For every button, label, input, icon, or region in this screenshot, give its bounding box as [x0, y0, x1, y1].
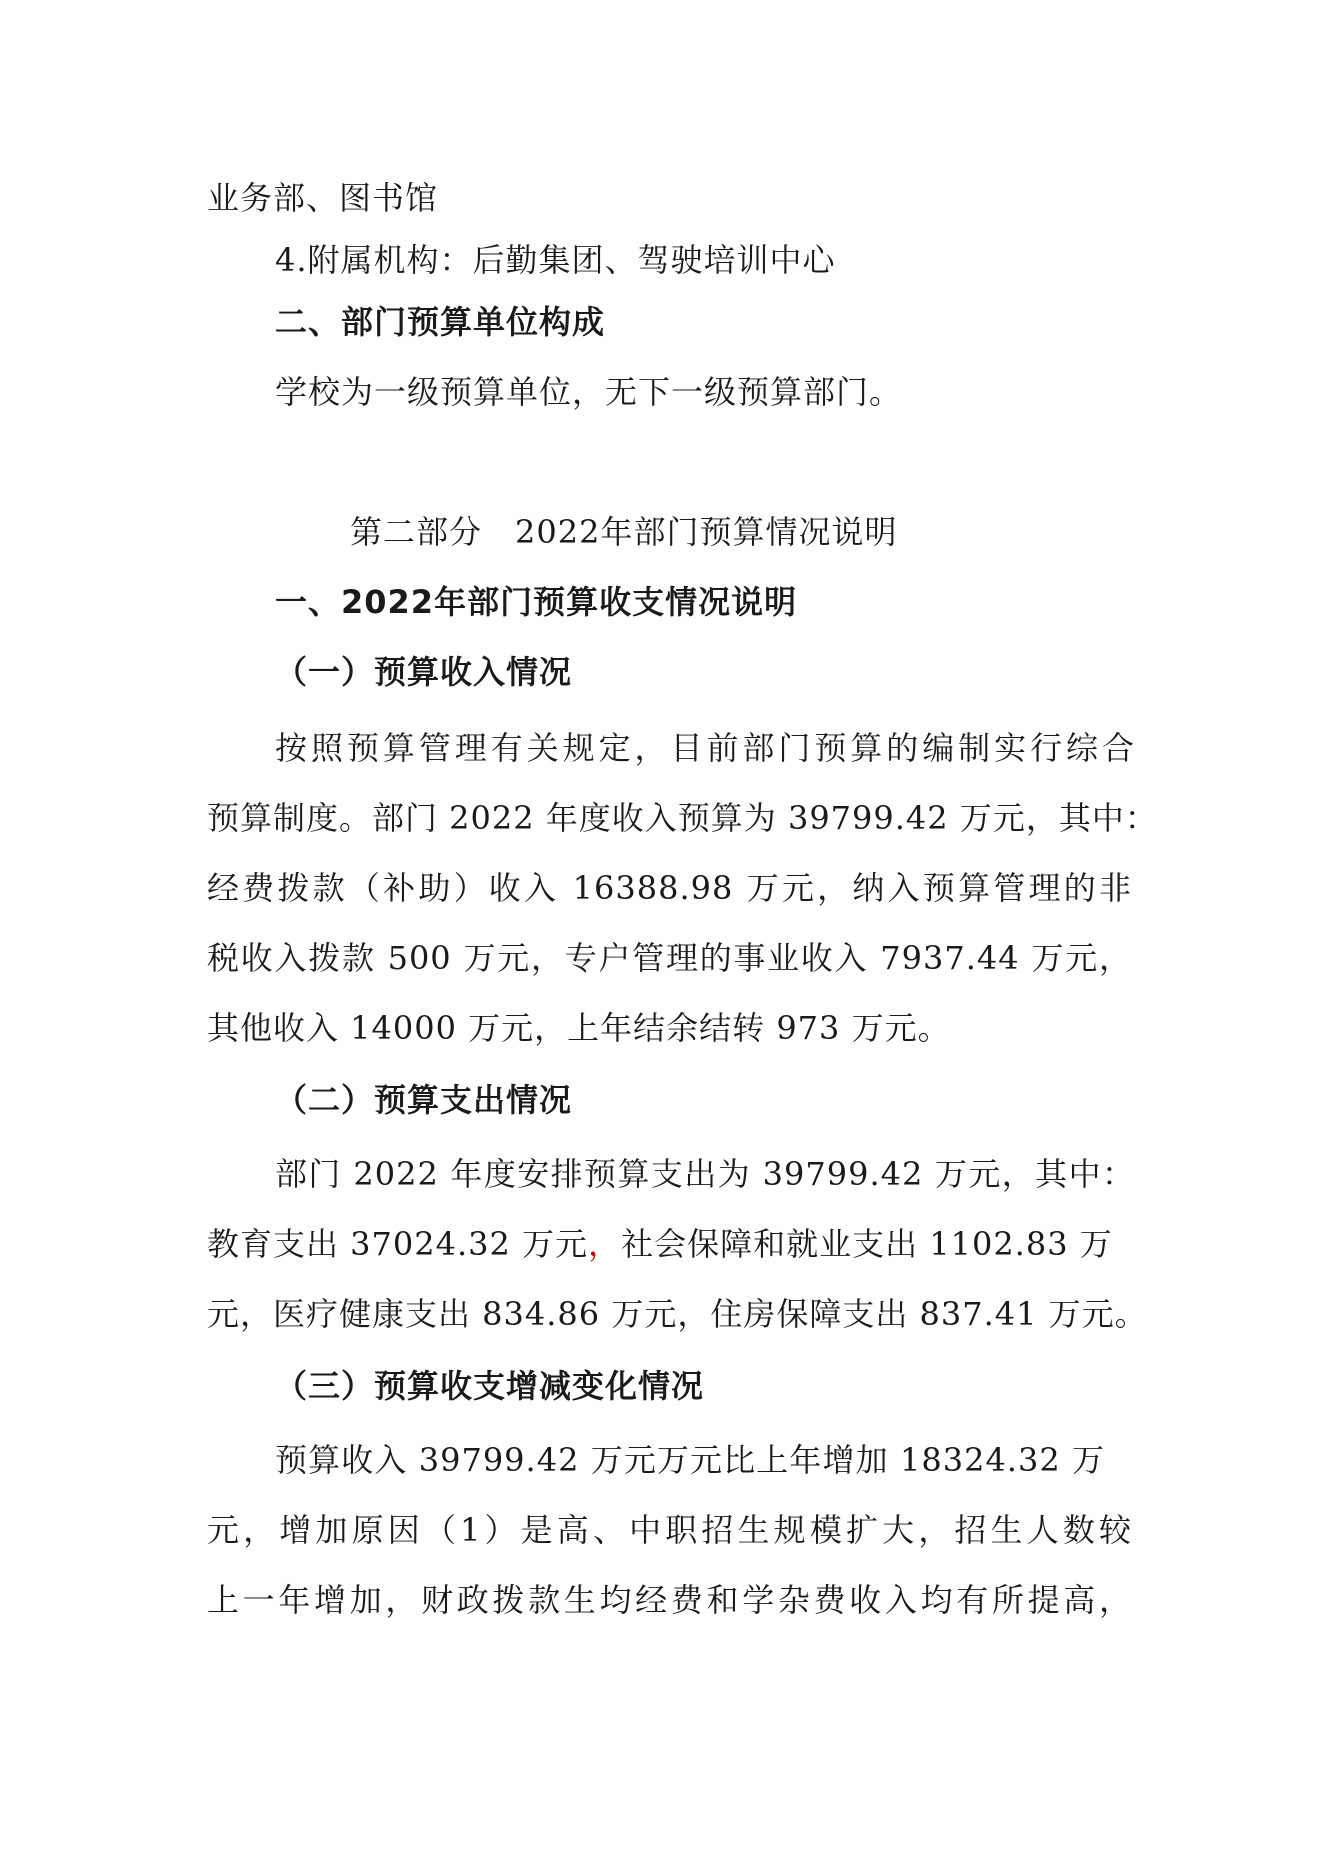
paragraph-changes-line-2: 元，增加原因（1）是高、中职招生规模扩大，招生人数较 — [207, 1511, 1132, 1549]
text-line-affiliates: 4.附属机构：后勤集团、驾驶培训中心 — [275, 241, 836, 279]
paragraph-changes-line-1: 预算收入 39799.42 万元万元比上年增加 18324.32 万 — [275, 1441, 1105, 1479]
section-heading-budget-overview: 一、2022年部门预算收支情况说明 — [275, 583, 798, 621]
subsection-heading-expenditure: （二）预算支出情况 — [275, 1081, 573, 1119]
paragraph-changes-line-3: 上一年增加，财政拨款生均经费和学杂费收入均有所提高， — [207, 1581, 1132, 1619]
paragraph-income-line-3: 经费拨款（补助）收入 16388.98 万元，纳入预算管理的非 — [207, 869, 1132, 907]
expenditure-education-text: 教育支出 37024.32 万元 — [207, 1225, 589, 1263]
paragraph-expenditure-line-2 — [207, 1224, 1137, 1264]
paragraph-income-line-1: 按照预算管理有关规定，目前部门预算的编制实行综合 — [275, 729, 1135, 767]
paragraph-income-line-4: 税收入拨款 500 万元，专户管理的事业收入 7937.44 万元， — [207, 939, 1132, 977]
red-comma: ， — [588, 1225, 622, 1263]
section-heading-budget-units: 二、部门预算单位构成 — [275, 303, 606, 341]
expenditure-social-security-text: 社会保障和就业支出 1102.83 万 — [621, 1225, 1113, 1263]
text-line-departments: 业务部、图书馆 — [207, 179, 439, 217]
paragraph-expenditure-line-1: 部门 2022 年度安排预算支出为 39799.42 万元，其中： — [275, 1155, 1135, 1193]
paragraph-expenditure-line-3: 元，医疗健康支出 834.86 万元，住房保障支出 837.41 万元。 — [207, 1295, 1148, 1333]
paragraph-income-line-5: 其他收入 14000 万元，上年结余结转 973 万元。 — [207, 1009, 951, 1047]
subsection-heading-income: （一）预算收入情况 — [275, 653, 573, 691]
subsection-heading-changes: （三）预算收支增减变化情况 — [275, 1367, 705, 1405]
paragraph-income-line-2: 预算制度。部门 2022 年度收入预算为 39799.42 万元，其中： — [207, 799, 1158, 837]
text-line-budget-unit-level: 学校为一级预算单位，无下一级预算部门。 — [275, 373, 903, 411]
part-title: 第二部分 2022年部门预算情况说明 — [350, 513, 898, 551]
